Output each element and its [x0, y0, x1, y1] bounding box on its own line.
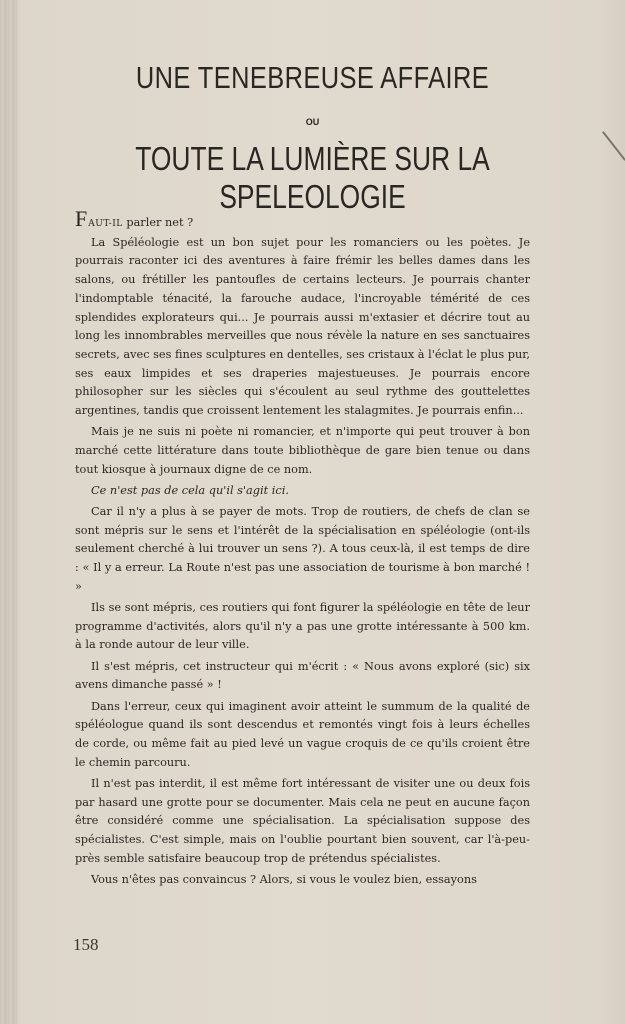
article-body [75, 206, 530, 890]
paragraph: Vous n'êtes pas convaincus ? Alors, si vous le voulez bien, essayons [91, 872, 477, 886]
paragraph: Mais je ne suis ni poète ni romancier, et n'importe qui peut trouver à bon marché cette littérature dans toute bibliothèque de gare bien tenue ou dans tout kiosque à journaux digne de ce nom. [75, 425, 530, 476]
page-number: 158 [73, 935, 99, 954]
title-bottom: TOUTE LA LUMIÈRE SUR LA SPELEOLOGIE [135, 140, 490, 215]
opening-line [75, 206, 530, 234]
pencil-mark [602, 131, 625, 161]
paragraph: Il n'est pas interdit, il est même fort intéressant de visiter une ou deux fois par hasard une grotte pour se documenter. Mais cela ne peut en aucune façon être considéré comme une spécialisation. La spécialisation suppose des spécialistes. C'est simple, mais on l'oublie pourtant bien souvent, car l'à-peu-près semble satisfaire beaucoup trop de prétendus spécialistes. [75, 776, 530, 865]
opening-rest: parler net ? [122, 216, 194, 229]
paragraph: La Spéléologie est un bon sujet pour les romanciers ou les poètes. Je pourrais raconter ici des aventures à faire frémir les belles dames dans les salons, ou frétiller les pantoufles de certains lecteurs. Je pourrais chanter l'indomptable ténacité, la farouche audace, l'incroyable témérité de ces splendides explorateurs qui... Je pourrais aussi m'extasier et décrire tout au long les innombrables merveilles que nous révèle la nature en ses sanctuaires secrets, avec ses fines sculptures en dentelles, ses cristaux à l'éclat le plus pur, ses eaux limpides et ses draperies majestueuses. Je pourrais encore philosopher sur les siècles qui s'écoulent au seul rythme des gouttelettes argentines, tandis que croissent lentement les stalagmites. Je pourrais enfin... [75, 235, 530, 418]
paragraph: Dans l'erreur, ceux qui imaginent avoir atteint le summum de la qualité de spéléologue quand ils sont descendus et remontés vingt fois à leurs échelles de corde, ou même fait au pied levé un vague croquis de ce qu'ils croient être le chemin parcouru. [75, 699, 530, 769]
paragraph-italic: Ce n'est pas de cela qu'il s'agit ici. [91, 483, 289, 497]
paragraph: Il s'est mépris, cet instructeur qui m'écrit : « Nous avons exploré (sic) six avens dimanche passé » ! [75, 659, 530, 692]
paragraph: Ils se sont mépris, ces routiers qui font figurer la spéléologie en tête de leur programme d'activités, alors qu'il n'y a pas une grotte intéressante à 500 km. à la ronde autour de leur ville. [75, 601, 530, 652]
lead-in: AUT-IL [88, 219, 123, 229]
title-top: UNE TENEBREUSE AFFAIRE [135, 60, 490, 95]
title-connector: OU [305, 117, 320, 127]
drop-cap: F [75, 206, 88, 231]
page-binding-edge [0, 0, 18, 1024]
paragraph: Car il n'y a plus à se payer de mots. Trop de routiers, de chefs de clan se sont mépris sur le sens et l'intérêt de la spécialisation en spéléologie (ont-ils seulement cherché à lui trouver un sens ?). A tous ceux-là, il est temps de dire : « Il y a erreur. La Route n'est pas une association de tourisme à bon marché ! » [75, 505, 530, 593]
